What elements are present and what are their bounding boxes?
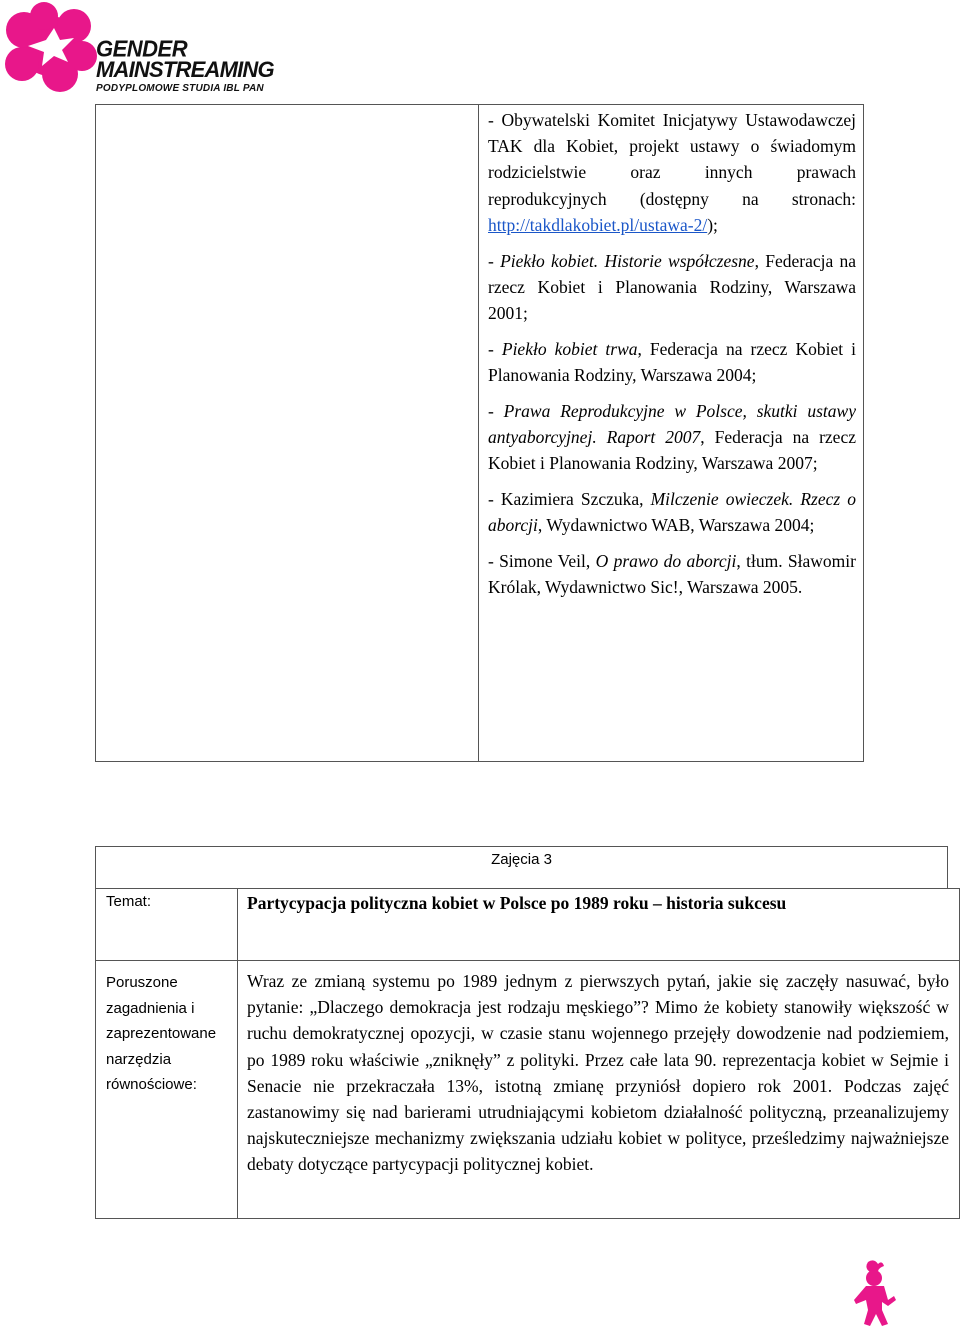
entry-text: - Obywatelski Komitet Inicjatywy Ustawodawczej TAK dla Kobiet, projekt ustawy o świadomym rodzicielstwie oraz innych prawach reprodukcyjnych (dostępny na stronach: (488, 110, 856, 209)
table-row-divider (96, 960, 959, 961)
entry-title-italic: Piekło kobiet. Historie współczesne (500, 250, 755, 271)
session-heading: Zajęcia 3 (491, 851, 552, 868)
bibliography-entry (488, 336, 856, 388)
entry-text: - Simone Veil, (488, 550, 596, 571)
bibliography-entry (488, 486, 856, 538)
bibliography-list (488, 107, 856, 609)
logo-line-gender: GENDER (96, 35, 188, 62)
source-link[interactable]: http://takdlakobiet.pl/ustawa-2/ (488, 214, 708, 235)
entry-text: - (488, 400, 504, 421)
logo-line-mainstreaming: MAINSTREAMING (96, 57, 274, 82)
entry-text: ); (707, 214, 718, 235)
entry-title-italic: O prawo do aborcji (595, 550, 737, 571)
session-table (95, 888, 960, 1219)
entry-title-italic: Piekło kobiet trwa (501, 338, 638, 359)
bibliography-entry (488, 107, 856, 238)
mascot-figure-icon (848, 1258, 900, 1330)
bibliography-entry (488, 398, 856, 477)
bibliography-entry (488, 248, 856, 327)
flower-logo-icon (2, 0, 98, 96)
issues-description: Wraz ze zmianą systemu po 1989 jednym z pierwszych pytań, jakie się zaczęły nasuwać, było pytanie: „Dlaczego demokracja jest rodzaju męskiego”? Mimo że kobiety stanowiły większość w ruchu demokratycznej opozycji, w czasie stanu wojennego przejęły dowodzenie nad podziemiem, po 1989 roku właściwie „zniknęły” z polityki. Przez całe lata 90. reprezentacja kobiet w Sejmie i Senacie nie przekraczała 13%, istotną zmianę przyniósł dopiero rok 2001. Podczas zajęć zastanowimy się nad barierami utrudniającymi kobietom działalność polityczną, przeanalizujemy najskuteczniejsze mechanizmy zwiększania udziału kobiet w polityce, prześledzimy najważniejsze debaty dotyczące partycypacji politycznej kobiet. (247, 971, 949, 1175)
entry-title-italic: Milczenie owieczek. Rzecz o aborcji (488, 488, 856, 535)
bibliography-entry (488, 548, 856, 600)
entry-text: - (488, 250, 501, 271)
logo-line-subtitle: PODYPLOMOWE STUDIA IBL PAN (96, 83, 264, 94)
issues-label: Poruszone zagadnienia i zaprezentowane narzędzia równościowe: (106, 974, 217, 1093)
gender-mainstreaming-logo (0, 0, 274, 96)
entry-text: , tłum. Sławomir Królak, Wydawnictwo Sic!, Warszawa 2005. (488, 550, 856, 597)
entry-text: , Federacja na rzecz Kobiet i Planowania Rodziny, Warszawa 2004; (488, 338, 857, 385)
entry-text: - Kazimiera Szczuka, (488, 488, 651, 509)
table-column-divider (478, 105, 479, 761)
entry-text: , Federacja na rzecz Kobiet i Planowania Rodziny, Warszawa 2001; (488, 250, 857, 323)
topic-label: Temat: (106, 893, 152, 910)
bibliography-table (95, 104, 864, 762)
session-header-row (95, 846, 948, 889)
entry-text: , Wydawnictwo WAB, Warszawa 2004; (537, 514, 815, 535)
table-column-divider (237, 889, 238, 1218)
entry-text: - (488, 338, 502, 359)
entry-title-italic: Prawa Reprodukcyjne w Polsce, skutki ustawy antyaborcyjnej. Raport 2007 (488, 400, 856, 447)
entry-text: , Federacja na rzecz Kobiet i Planowania Rodziny, Warszawa 2007; (488, 426, 856, 473)
topic-title: Partycypacja polityczna kobiet w Polsce po 1989 roku – historia sukcesu (247, 893, 787, 913)
